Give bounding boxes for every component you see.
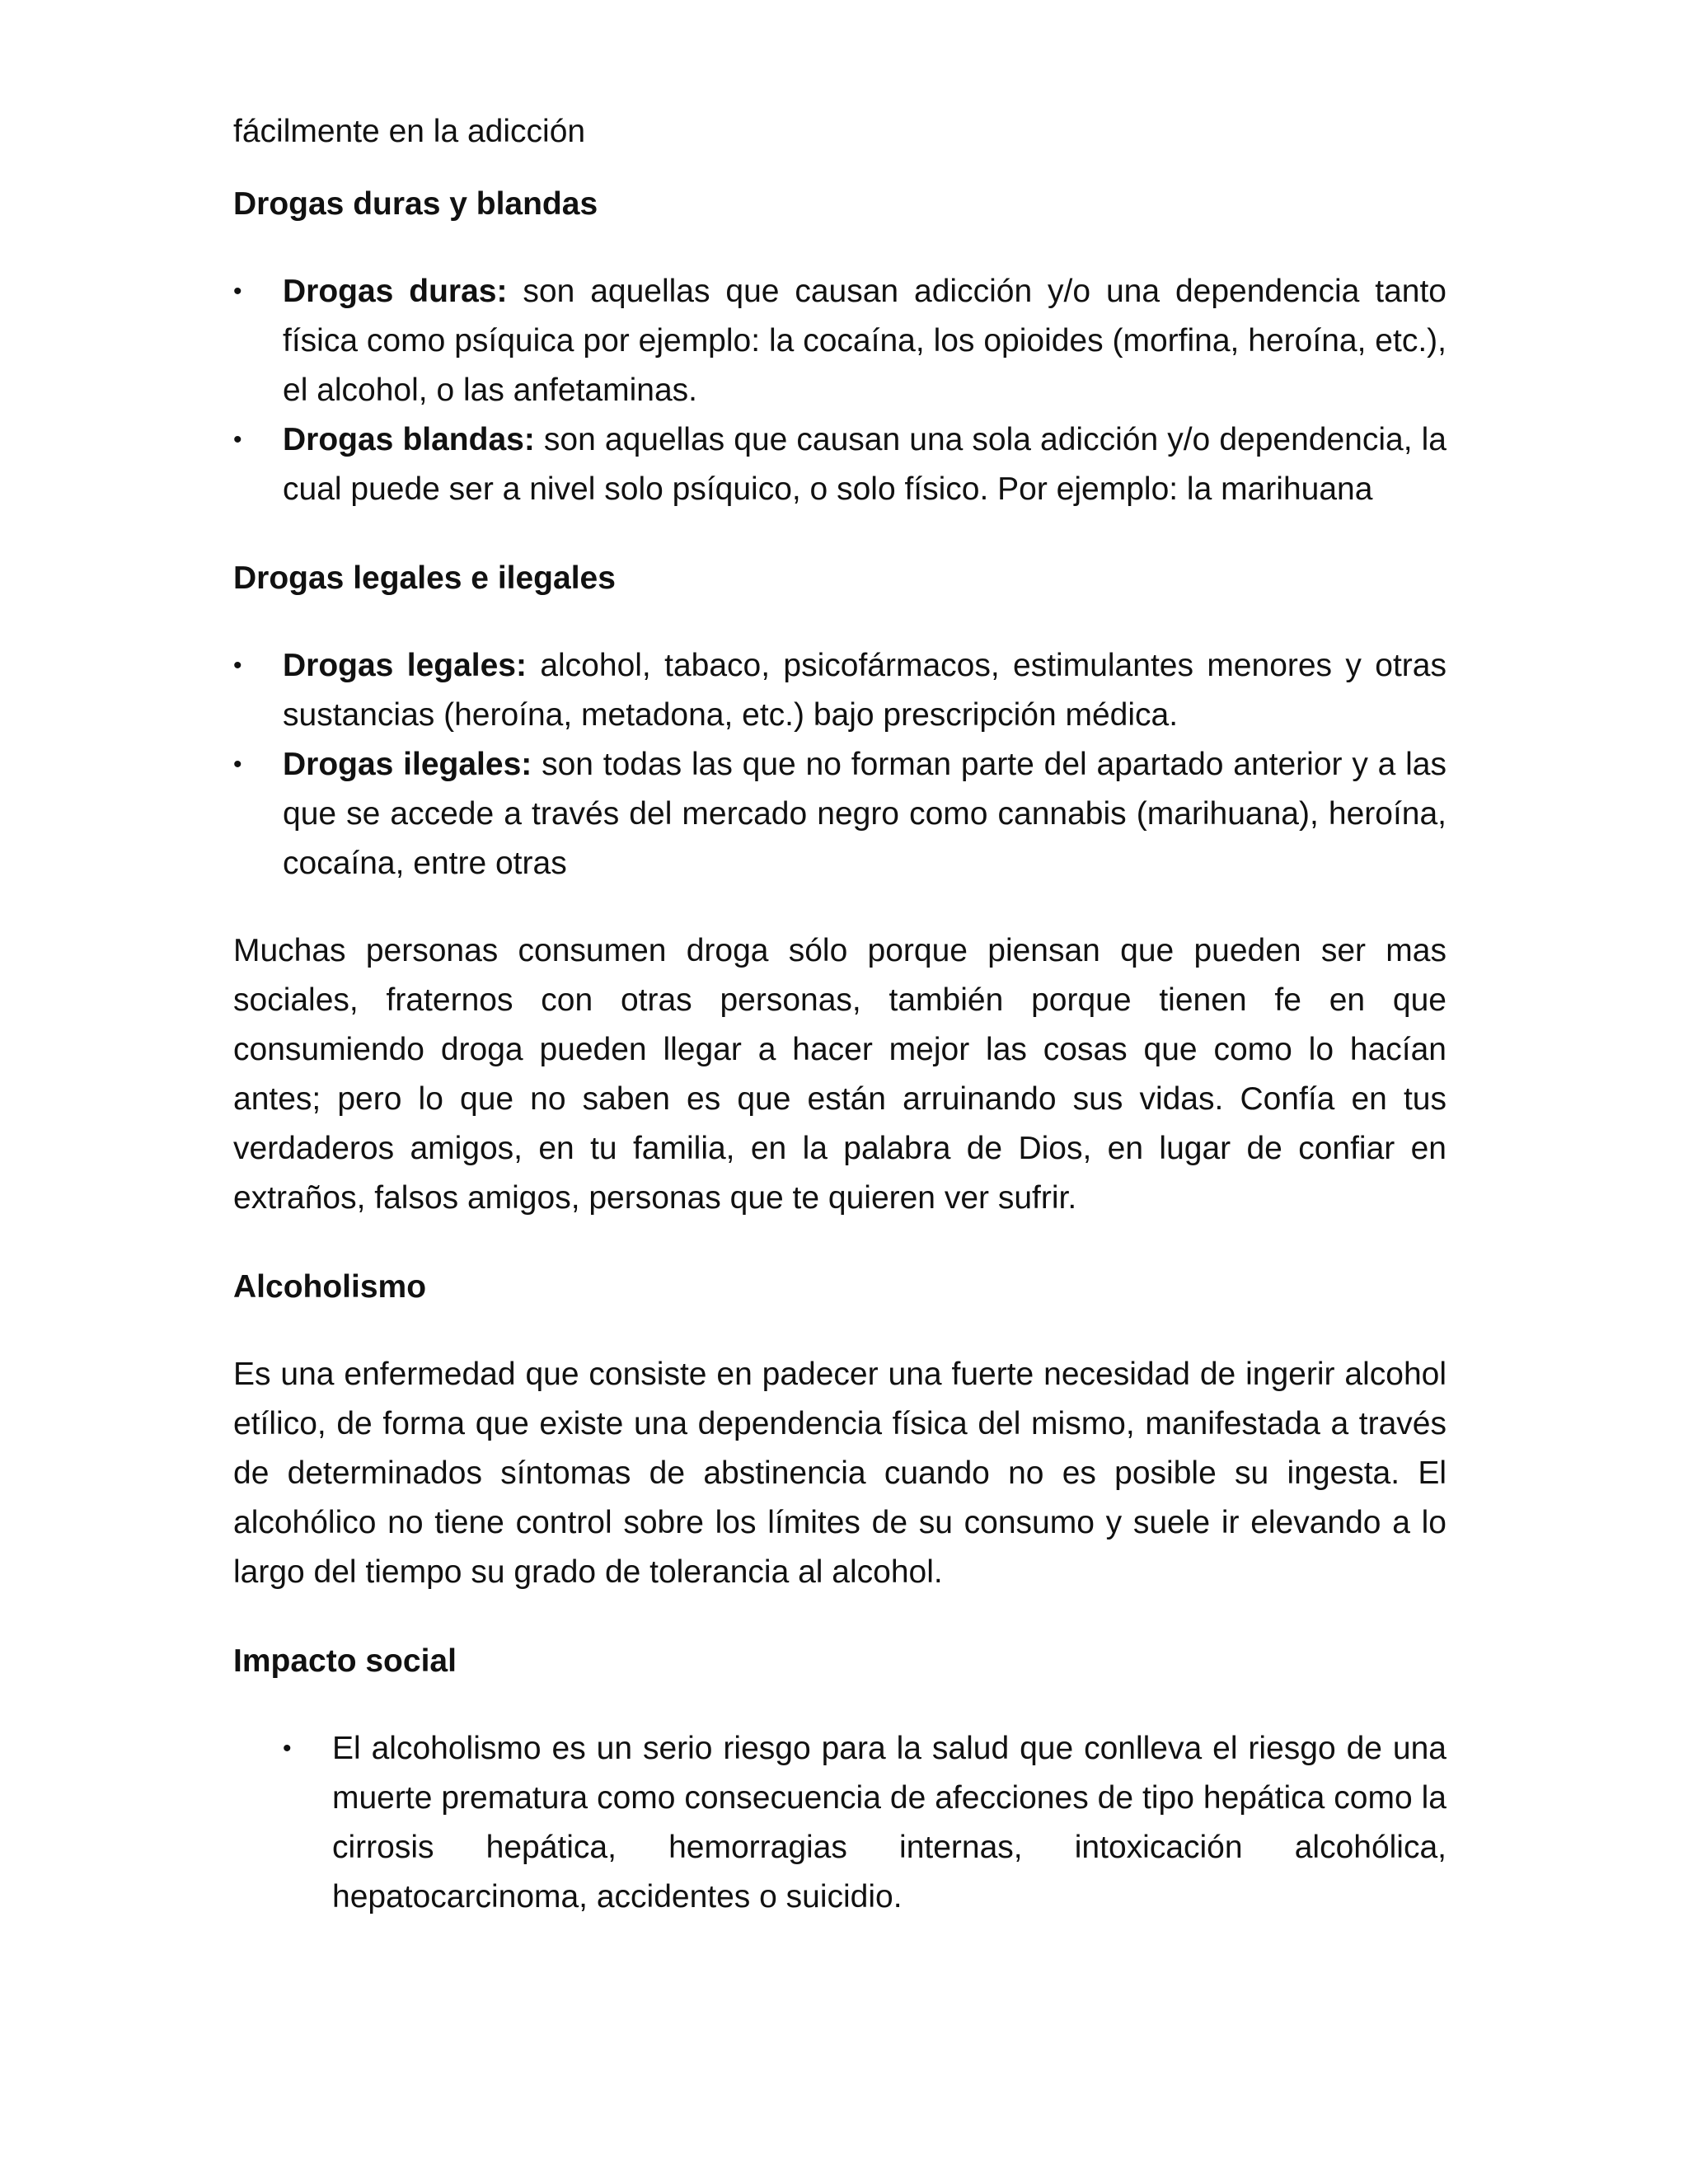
bullet-icon: • — [233, 278, 242, 305]
paragraph-alcoholismo: Es una enfermedad que consiste en padecer una fuerte necesidad de ingerir alcohol etílico, de forma que existe una dependencia física del mismo, manifestada a través de determinados síntomas de abstinencia cuando no es posible su ingesta. El alcohólico no tiene control sobre los límites de su consumo y suele ir elevando a lo largo del tiempo su grado de tolerancia al alcohol. — [233, 1357, 1447, 1590]
term-drogas-legales: Drogas legales: — [283, 648, 527, 683]
list-item-drogas-ilegales — [233, 740, 1447, 888]
list-item-drogas-duras — [233, 267, 1447, 415]
definition-drogas-duras: son aquellas que causan adicción y/o una dependencia tanto física como psíquica por ejemplo: la cocaína, los opioides (morfina, heroína, etc.), el alcohol, o las anfetaminas. — [283, 274, 1447, 408]
impacto-social-text: El alcoholismo es un serio riesgo para la salud que conlleva el riesgo de una muerte prematura como consecuencia de afecciones de tipo hepática como la cirrosis hepática, hemorragias internas, intoxicación alcohólica, hepatocarcinoma, accidentes o suicidio. — [332, 1731, 1447, 1915]
list-item-drogas-blandas — [233, 415, 1447, 514]
continuation-text: fácilmente en la adicción — [233, 114, 586, 149]
list-drogas-legales-ilegales — [233, 641, 1447, 888]
term-drogas-blandas: Drogas blandas: — [283, 422, 535, 457]
term-drogas-ilegales: Drogas ilegales: — [283, 747, 532, 782]
list-item-drogas-legales — [233, 641, 1447, 740]
definition-drogas-blandas: son aquellas que causan una sola adicción y/o dependencia, la cual puede ser a nivel solo psíquico, o solo físico. Por ejemplo: la marihuana — [283, 422, 1447, 507]
list-drogas-duras-blandas — [233, 267, 1447, 514]
bullet-icon: • — [233, 426, 242, 453]
bullet-icon: • — [283, 1735, 292, 1762]
term-drogas-duras: Drogas duras: — [283, 274, 508, 309]
heading-drogas-duras-blandas: Drogas duras y blandas — [233, 186, 598, 222]
heading-impacto-social: Impacto social — [233, 1643, 457, 1679]
paragraph-consumo-droga: Muchas personas consumen droga sólo porque piensan que pueden ser mas sociales, fraternos con otras personas, también porque tienen fe en que consumiendo droga pueden llegar a hacer mejor las cosas que como lo hacían antes; pero lo que no saben es que están arruinando sus vidas. Confía en tus verdaderos amigos, en tu familia, en la palabra de Dios, en lugar de confiar en extraños, falsos amigos, personas que te quieren ver sufrir. — [233, 933, 1447, 1216]
definition-drogas-ilegales: son todas las que no forman parte del apartado anterior y a las que se accede a través del mercado negro como cannabis (marihuana), heroína, cocaína, entre otras — [283, 747, 1447, 881]
list-impacto-social — [233, 1724, 1447, 1922]
definition-drogas-legales: alcohol, tabaco, psicofármacos, estimulantes menores y otras sustancias (heroína, metadona, etc.) bajo prescripción médica. — [283, 648, 1447, 733]
document-page — [233, 107, 1447, 1922]
list-item-riesgo-salud — [233, 1724, 1447, 1922]
heading-alcoholismo: Alcoholismo — [233, 1269, 427, 1305]
heading-drogas-legales-ilegales: Drogas legales e ilegales — [233, 560, 616, 596]
bullet-icon: • — [233, 751, 242, 778]
bullet-icon: • — [233, 652, 242, 679]
